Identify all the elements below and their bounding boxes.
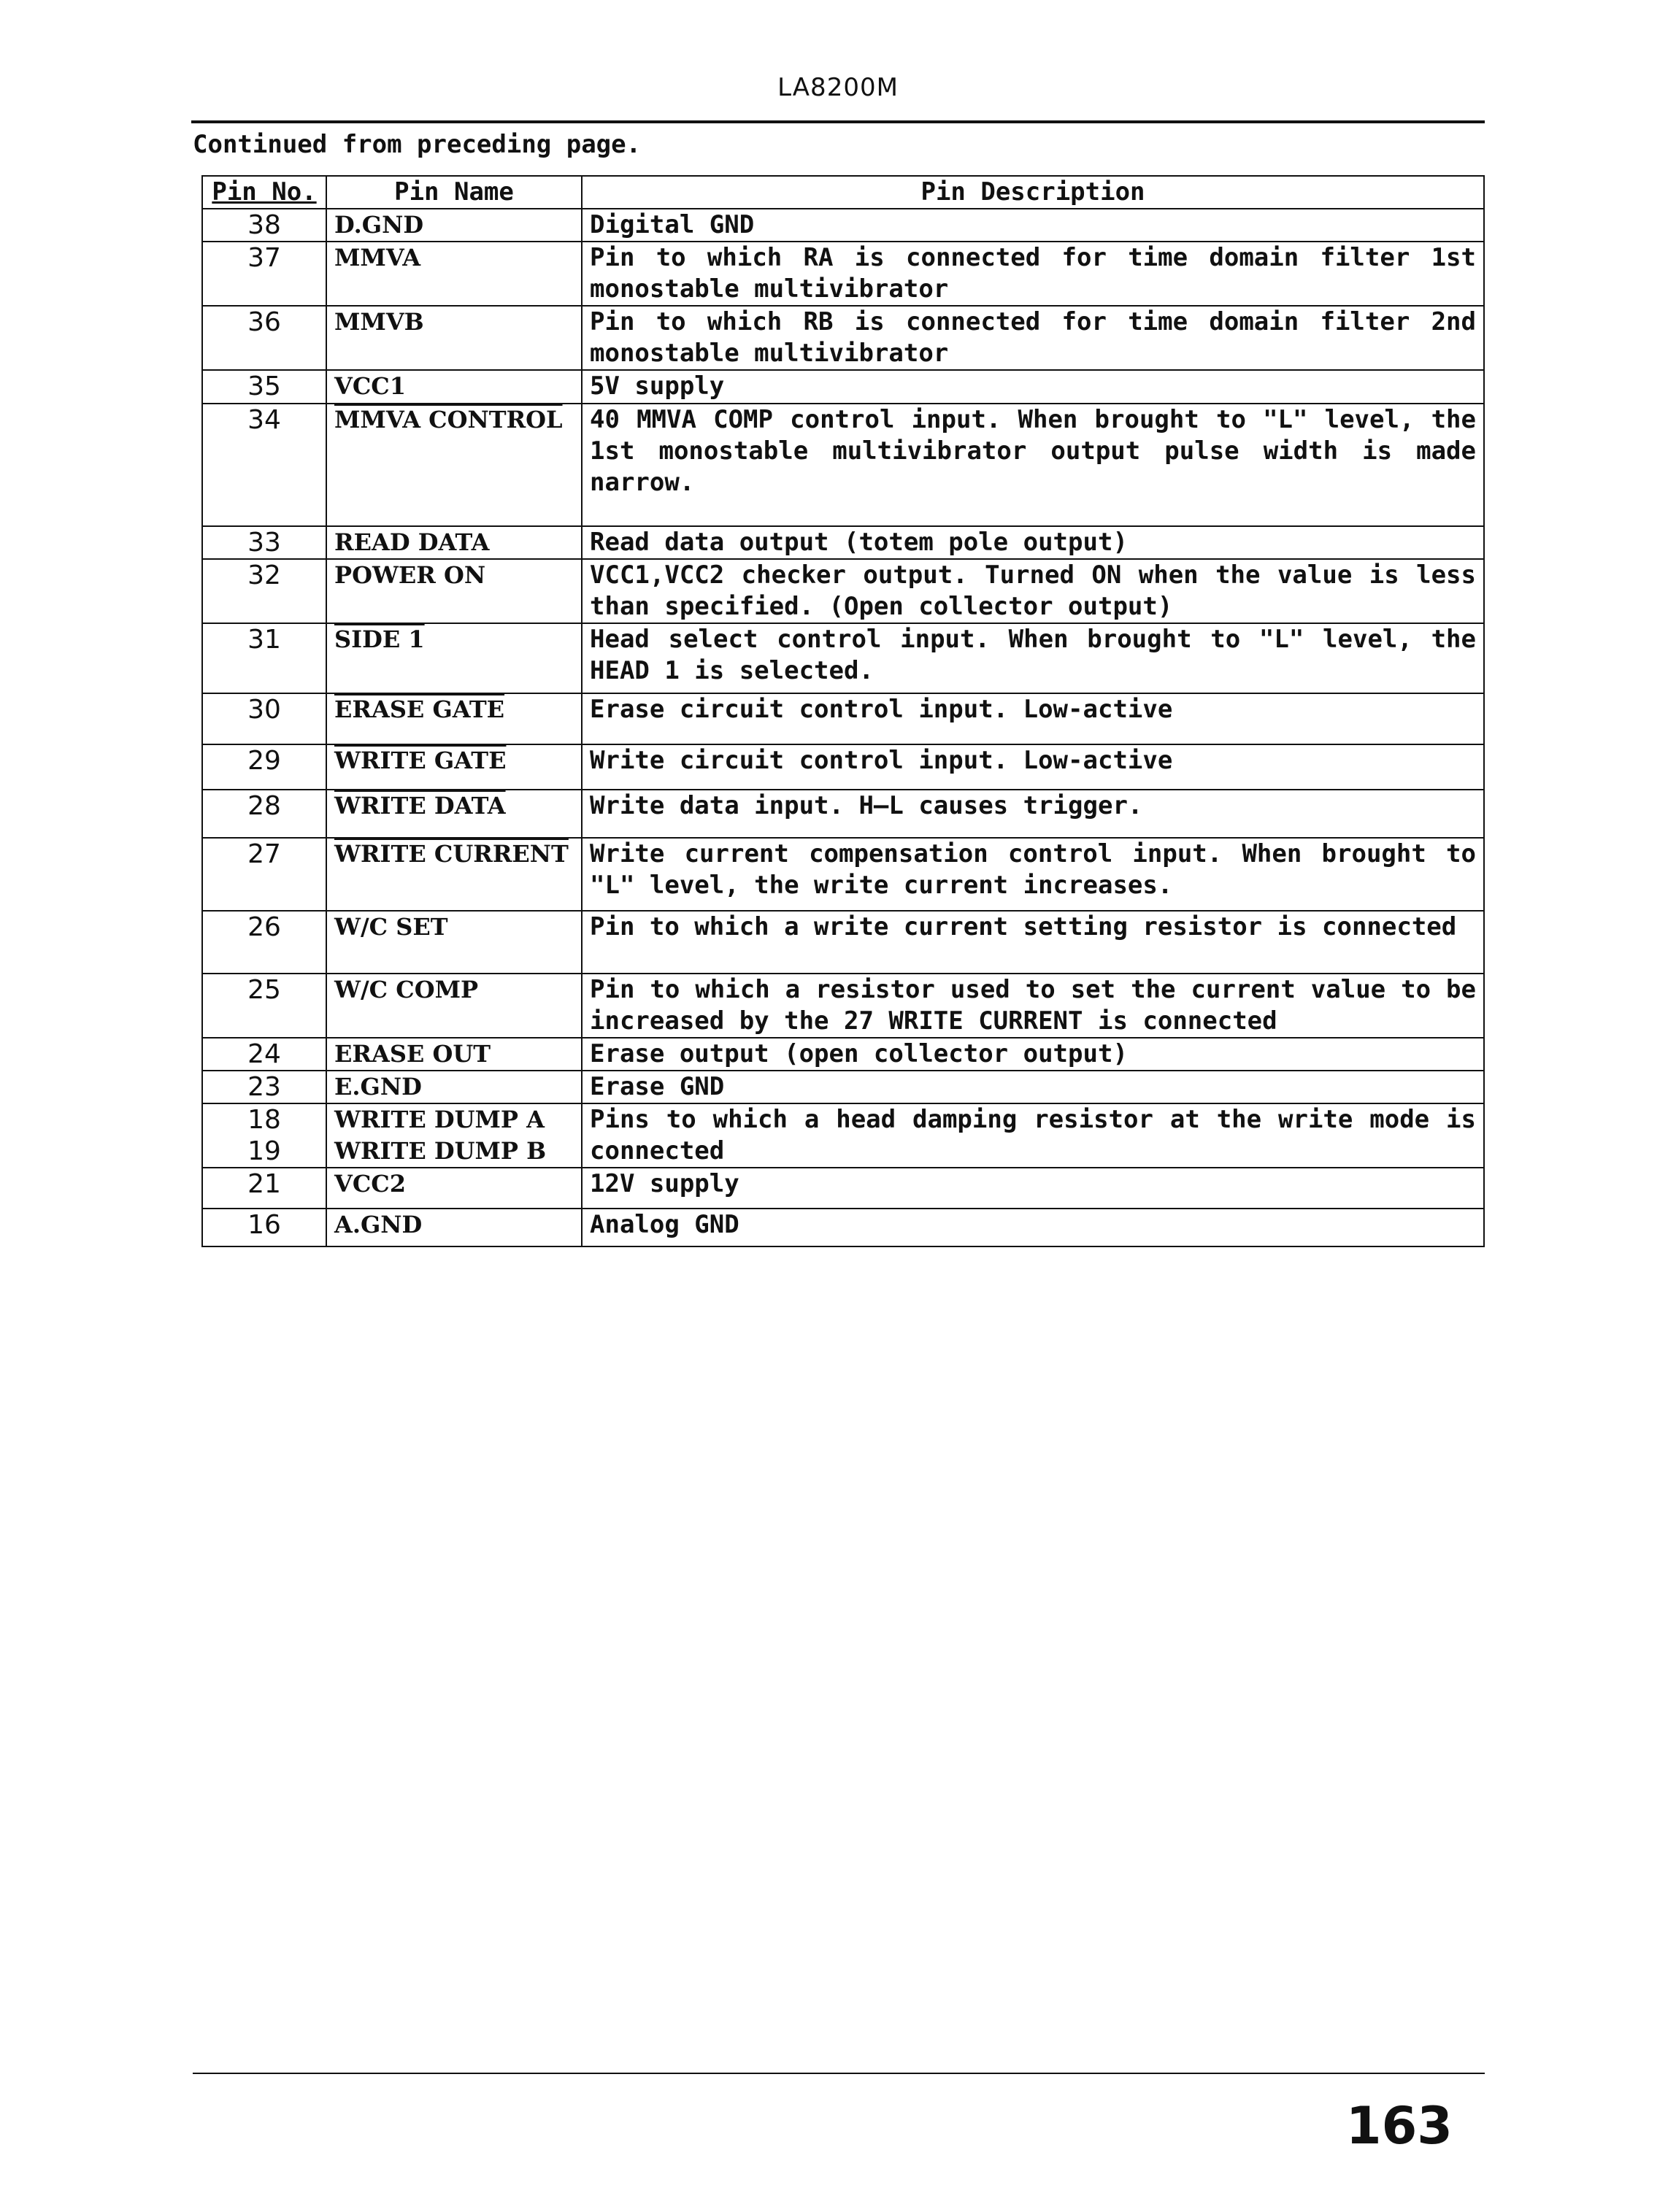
pin-description: Erase GND xyxy=(582,1071,1484,1103)
pin-number: 21 xyxy=(202,1168,326,1209)
table-row xyxy=(202,911,1484,974)
table-row xyxy=(202,623,1484,693)
pin-description: Head select control input. When brought to "L" level, the HEAD 1 is selected. xyxy=(582,623,1484,693)
pin-name: WRITE CURRENT xyxy=(326,838,582,911)
table-row xyxy=(202,526,1484,559)
pin-name: SIDE 1 xyxy=(326,623,582,693)
pin-name-a: WRITE DUMP A xyxy=(334,1106,545,1133)
pin-name: ERASE OUT xyxy=(326,1038,582,1071)
pin-number: 33 xyxy=(202,526,326,559)
table-row xyxy=(202,1209,1484,1246)
pin-number xyxy=(202,1103,326,1168)
pin-number: 32 xyxy=(202,559,326,623)
pin-description: VCC1,VCC2 checker output. Turned ON when the value is less than specified. (Open collector output) xyxy=(582,559,1484,623)
page-number: 163 xyxy=(1345,2096,1453,2156)
pin-name: A.GND xyxy=(326,1209,582,1246)
pin-number: 27 xyxy=(202,838,326,911)
pin-name: READ DATA xyxy=(326,526,582,559)
table-row xyxy=(202,1168,1484,1209)
pin-name: MMVB xyxy=(326,306,582,370)
table-row xyxy=(202,744,1484,790)
table-row xyxy=(202,790,1484,838)
column-header-pin-no: Pin No. xyxy=(202,176,326,209)
pin-number-a: 18 xyxy=(247,1105,281,1135)
pin-description: Pin to which a write current setting resistor is connected xyxy=(582,911,1484,974)
table-row xyxy=(202,693,1484,744)
pin-number: 23 xyxy=(202,1071,326,1103)
pin-number: 24 xyxy=(202,1038,326,1071)
pin-description: Pins to which a head damping resistor at the write mode is connected xyxy=(582,1103,1484,1168)
pin-number: 16 xyxy=(202,1209,326,1246)
table-row xyxy=(202,1038,1484,1071)
pin-name: WRITE DATA xyxy=(326,790,582,838)
header-rule xyxy=(191,120,1485,123)
table-row xyxy=(202,1071,1484,1103)
table-row xyxy=(202,838,1484,911)
pin-number: 35 xyxy=(202,370,326,404)
continued-note: Continued from preceding page. xyxy=(193,130,642,159)
pin-description: 12V supply xyxy=(582,1168,1484,1209)
table-row xyxy=(202,404,1484,526)
table-row xyxy=(202,1103,1484,1168)
pin-number: 26 xyxy=(202,911,326,974)
table-row xyxy=(202,559,1484,623)
pin-name: W/C SET xyxy=(326,911,582,974)
pin-name: VCC1 xyxy=(326,370,582,404)
pin-number: 38 xyxy=(202,209,326,242)
pin-number: 34 xyxy=(202,404,326,526)
pin-name: D.GND xyxy=(326,209,582,242)
table-row xyxy=(202,370,1484,404)
pin-number: 25 xyxy=(202,974,326,1038)
pin-description: Pin to which RA is connected for time domain filter 1st monostable multivibrator xyxy=(582,242,1484,306)
table-row xyxy=(202,209,1484,242)
pin-name: ERASE GATE xyxy=(326,693,582,744)
pin-name: WRITE GATE xyxy=(326,744,582,790)
pin-name: POWER ON xyxy=(326,559,582,623)
footer-rule xyxy=(193,2073,1485,2074)
table-row xyxy=(202,974,1484,1038)
pin-number: 30 xyxy=(202,693,326,744)
pin-name: MMVA CONTROL xyxy=(326,404,582,526)
pin-number: 31 xyxy=(202,623,326,693)
pin-number: 28 xyxy=(202,790,326,838)
pin-name: VCC2 xyxy=(326,1168,582,1209)
pin-description: Write circuit control input. Low-active xyxy=(582,744,1484,790)
pin-description: Write current compensation control input. When brought to "L" level, the write current increases. xyxy=(582,838,1484,911)
pin-description: Analog GND xyxy=(582,1209,1484,1246)
column-header-pin-name: Pin Name xyxy=(326,176,582,209)
pin-number-b: 19 xyxy=(247,1136,281,1166)
pin-description: Write data input. H—L causes trigger. xyxy=(582,790,1484,838)
pin-description: Pin to which a resistor used to set the current value to be increased by the 27 WRITE CURRENT is connected xyxy=(582,974,1484,1038)
table-header-row xyxy=(202,176,1484,209)
pin-name: MMVA xyxy=(326,242,582,306)
pin-number: 37 xyxy=(202,242,326,306)
pin-number: 29 xyxy=(202,744,326,790)
pin-description: Erase output (open collector output) xyxy=(582,1038,1484,1071)
pin-number: 36 xyxy=(202,306,326,370)
pin-description-table xyxy=(201,175,1485,1247)
table-row xyxy=(202,306,1484,370)
pin-description: Erase circuit control input. Low-active xyxy=(582,693,1484,744)
pin-name: W/C COMP xyxy=(326,974,582,1038)
pin-name: E.GND xyxy=(326,1071,582,1103)
pin-description: 5V supply xyxy=(582,370,1484,404)
pin-name xyxy=(326,1103,582,1168)
table-row xyxy=(202,242,1484,306)
pin-description: 40 MMVA COMP control input. When brought to "L" level, the 1st monostable multivibrator output pulse width is made narrow. xyxy=(582,404,1484,526)
column-header-pin-description: Pin Description xyxy=(582,176,1484,209)
pin-name-b: WRITE DUMP B xyxy=(334,1137,547,1165)
pin-description: Pin to which RB is connected for time domain filter 2nd monostable multivibrator xyxy=(582,306,1484,370)
pin-description: Read data output (totem pole output) xyxy=(582,526,1484,559)
pin-description: Digital GND xyxy=(582,209,1484,242)
document-header-title: LA8200M xyxy=(777,73,899,102)
